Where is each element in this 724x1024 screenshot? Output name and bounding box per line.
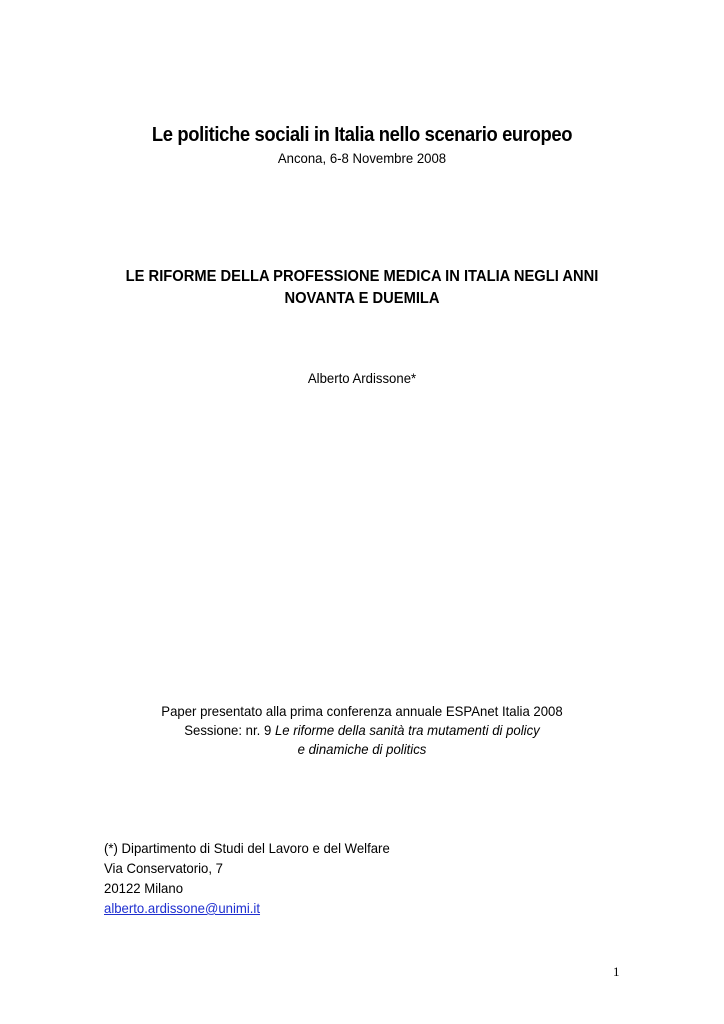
paper-title-line-2: NOVANTA E DUEMILA [284, 290, 440, 307]
conference-location-date: Ancona, 6-8 Novembre 2008 [277, 150, 447, 166]
session-title-part-1: Le riforme della sanità tra mutamenti di policy [274, 722, 540, 738]
department: (*) Dipartimento di Studi del Lavoro e del Welfare [104, 840, 390, 856]
paper-title [29, 266, 695, 310]
session-line [22, 721, 703, 740]
session-prefix: Sessione: nr. 9 [184, 722, 275, 738]
presentation-line: Paper presentato alla prima conferenza annuale ESPAnet Italia 2008 [161, 703, 563, 719]
conference-title: Le politiche sociali in Italia nello scenario europeo [151, 124, 573, 146]
presentation-note [22, 702, 703, 759]
author-affiliation [104, 838, 390, 918]
city-address: 20122 Milano [104, 880, 184, 896]
email-link[interactable]: alberto.ardissone@unimi.it [104, 900, 261, 916]
session-title-part-2: e dinamiche di politics [297, 741, 427, 757]
author-name: Alberto Ardissone* [307, 370, 417, 386]
street-address: Via Conservatorio, 7 [104, 860, 223, 876]
page-number: 1 [613, 964, 620, 979]
paper-title-line-1: LE RIFORME DELLA PROFESSIONE MEDICA IN ITALIA NEGLI ANNI [125, 268, 599, 285]
